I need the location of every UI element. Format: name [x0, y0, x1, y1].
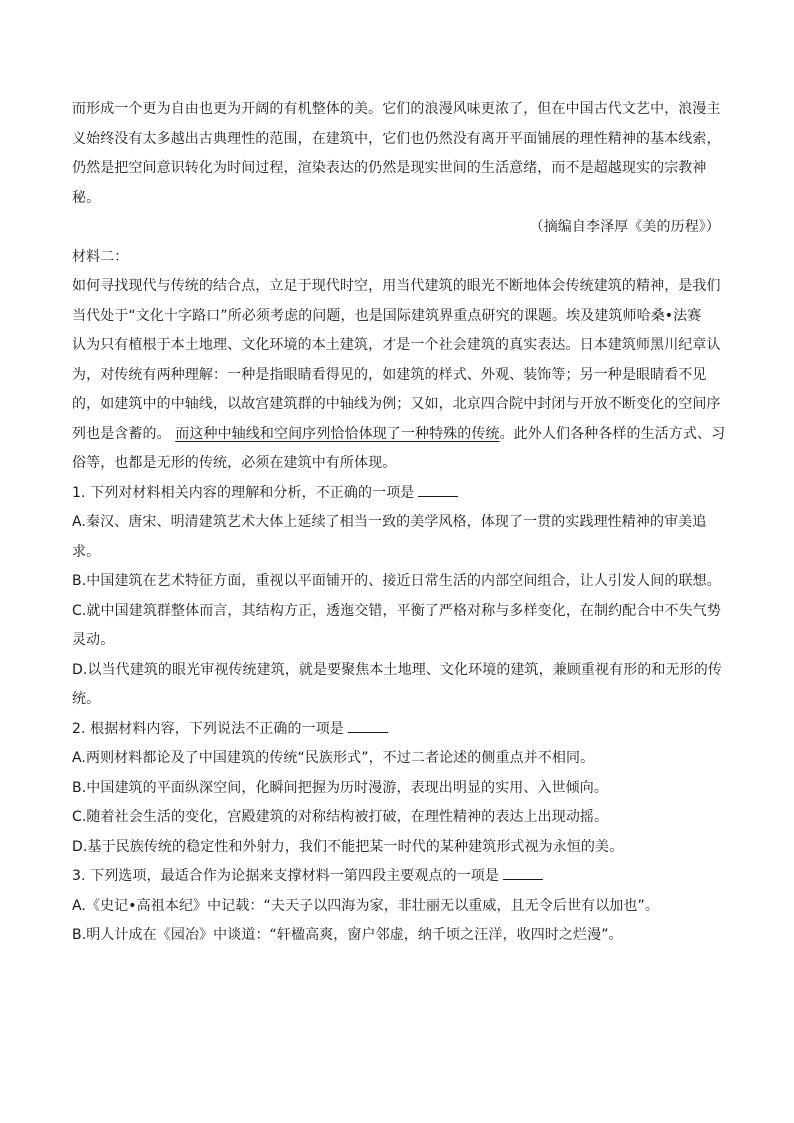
text-line: 为，对传统有两种理解：一种是指眼睛看得见的，如建筑的样式、外观、装饰等；另一种是眼睛看不见 [72, 366, 707, 383]
question-stem [72, 479, 722, 509]
text-line: 仍然是把空间意识转化为时间过程，渲染表达的仍然是现实世间的生活意绪，而不是超越现实的宗教神 [72, 160, 707, 176]
text-line: 而形成一个更为自由也更为开阔的有机整体的美。它们的浪漫风味更浓了，但在中国古代文艺中，浪漫主 [72, 101, 721, 117]
text-line: 俗等，也都是无形的传统，必须在建筑中有所体现。 [72, 455, 397, 471]
text-line: 秘。 [72, 189, 101, 206]
text-line: 如何寻找现代与传统的结合点，立足于现代时空，用当代建筑的眼光不断地体会传统建筑的精神，是我们 [72, 278, 721, 294]
option-line: A.《史记•高祖本纪》中记载：“夫天子以四海为家，非壮丽无以重威，且无令后世有以加也”。 [72, 897, 659, 914]
line-suffix: 。此外人们各种各样的生活方式、习 [499, 425, 726, 442]
question-2-stem: 2. 根据材料内容，下列说法不正确的一项是 [72, 720, 344, 737]
answer-blank [503, 865, 543, 880]
option-line: D.基于民族传统的稳定性和外射力，我们不能把某一时代的某种建筑形式视为永恒的美。 [72, 838, 624, 855]
document-page [72, 95, 726, 951]
source-note: （摘编自李泽厚《美的历程》） [529, 219, 720, 235]
question-3-stem: 3. 下列选项，最适合作为论据来支撑材料一第四段主要观点的一项是 [72, 868, 500, 884]
option-line: B.中国建筑的平面纵深空间，化瞬间把握为历时漫游，表现出明显的实用、入世倾向。 [72, 779, 608, 796]
answer-blank [348, 718, 388, 733]
option-line: C.随着社会生活的变化，宫殿建筑的对称结构被打破，在理性精神的表达上出现动摇。 [72, 809, 609, 825]
answer-blank [418, 482, 458, 497]
option-line: B.中国建筑在艺术特征方面，重视以平面铺开的、接近日常生活的内部空间组合，让人引发人间的联想。 [72, 573, 721, 589]
option-line: 求。 [72, 543, 101, 560]
question-stem [72, 715, 722, 745]
option-line: A.两则材料都论及了中国建筑的传统“民族形式”，不过二者论述的侧重点并不相同。 [72, 750, 595, 766]
text-line-with-underline [72, 420, 726, 450]
option-line: A.秦汉、唐宋、明清建筑艺术大体上延续了相当一致的美学风格，体现了一贯的实践理性精神的审美追 [72, 514, 707, 530]
line-prefix: 列也是含蓄的。 [72, 425, 171, 442]
option-line: 灵动。 [72, 632, 115, 648]
text-line: 当代处于“文化十字路口”所必须考虑的问题，也是国际建筑界重点研究的课题。埃及建筑师哈桑•法赛 [72, 307, 702, 324]
question-1-stem: 1. 下列对材料相关内容的理解和分析，不正确的一项是 [72, 484, 415, 501]
option-line: C.就中国建筑群整体而言，其结构方正，透迤交错，平衡了严格对称与多样变化，在制约配合中不失气势 [72, 602, 721, 619]
text-line: 的，如建筑中的中轴线，以故宫建筑群的中轴线为例；又如，北京四合院中封闭与开放不断变化的空间序 [72, 396, 721, 412]
text-line: 认为只有植根于本土地理、文化环境的本土建筑，才是一个社会建筑的真实表达。日本建筑师黑川纪章认 [72, 337, 721, 353]
material2-heading: 材料二： [72, 248, 129, 265]
text-line: 义始终没有太多越出古典理性的范围，在建筑中，它们也仍然没有离开平面铺展的理性精神的基本线索， [72, 130, 721, 147]
question-stem [72, 862, 722, 892]
option-line: D.以当代建筑的眼光审视传统建筑，就是要聚焦本土地理、文化环境的建筑，兼顾重视有形的和无形的传 [72, 661, 722, 678]
underlined-sentence: 而这种中轴线和空间序列恰恰体现了一种特殊的传统 [175, 425, 500, 442]
option-line: 统。 [72, 691, 101, 707]
option-line: B.明人计成在《园冶》中谈道：“轩楹高爽，窗户邻虚，纳千顷之汪洋，收四时之烂漫”。 [72, 927, 623, 943]
